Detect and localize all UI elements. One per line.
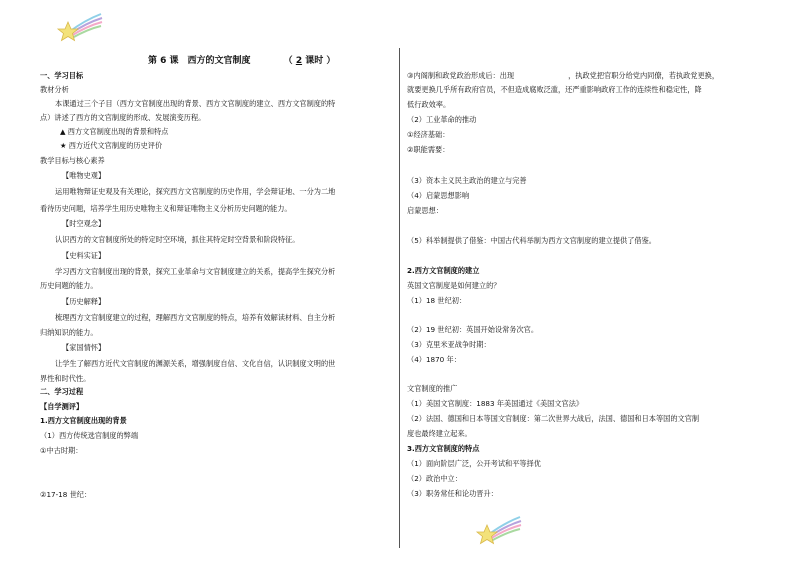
period-label (284, 56, 336, 66)
question-line: 英国文官制度是如何建立的？ (407, 281, 501, 290)
paragraph-line: （2）法国、德国和日本等国文官制度：第二次世界大战后，法国、德国和日本等国的文官制 (407, 414, 700, 423)
text-span: ③内阁制和政党政治形成后：出现 (407, 71, 515, 80)
answer-prompt: （1）18 世纪初： (407, 296, 467, 305)
answer-prompt: （2）政治中立： (407, 474, 462, 483)
answer-prompt: （3）职务常任和论功晋升： (407, 489, 498, 498)
paragraph-line: 点）讲述了西方的文官制度的形成、发展演变历程。 (40, 113, 206, 122)
paragraph-line: 历史问题的能力。 (40, 281, 98, 290)
column-divider (399, 48, 400, 548)
section-heading: 一、学习目标 (40, 71, 84, 80)
literacy-title: 【家国情怀】 (62, 343, 106, 352)
text-span: ，执政党把官职分给党内同僚，若执政党更换， (568, 71, 720, 80)
question-line: （1）西方传统选官制度的弊端 (40, 431, 139, 440)
lesson-title: 第 6 课 西方的文官制度 (148, 56, 251, 66)
period-close: 课时 ） (302, 56, 336, 66)
answer-prompt: （4）1870 年： (407, 355, 461, 364)
subheading: 教材分析 (40, 85, 69, 94)
paragraph-line: （2）19 世纪初：英国开始设常务次官。 (407, 325, 539, 334)
period-number: 2 (295, 56, 303, 66)
topic-heading: 2.西方文官制度的建立 (407, 266, 480, 275)
answer-prompt: ①中古时期： (40, 446, 83, 455)
paragraph-line: 让学生了解西方近代文官制度的渊源关系，增强制度自信、文化自信，认识制度文明的世 (55, 359, 336, 368)
goal-item: ▲ 西方文官制度出现的背景和特点 (60, 127, 169, 136)
question-line: （2）工业革命的推动 (407, 115, 477, 124)
shooting-star-icon (474, 513, 524, 545)
paragraph-line: 梳理西方文官制度建立的过程，理解西方文官制度的特点，培养有效解读材料、自主分析 (55, 313, 336, 322)
shooting-star-icon (55, 10, 105, 42)
literacy-title: 【历史解释】 (62, 297, 106, 306)
paragraph-line: 就要更换几乎所有政府官员，不但造成腐败泛滥，还严重影响政府工作的连续性和稳定性，降 (407, 85, 702, 94)
answer-prompt: ①经济基础： (407, 130, 450, 139)
subheading: 文官制度的推广 (407, 384, 458, 393)
answer-prompt: ②职能需要： (407, 145, 450, 154)
paragraph-line: 归纳知识的能力。 (40, 328, 98, 337)
paragraph-line (407, 71, 719, 80)
paragraph-line: 认识西方的文官制度所处的特定时空环境，抓住其特定时空背景和阶段特征。 (55, 235, 300, 244)
paragraph-line: 界性和时代性。 (40, 374, 91, 383)
literacy-title: 【唯物史观】 (62, 171, 106, 180)
paragraph-line: （1）美国文官制度：1883 年美国通过《美国文官法》 (407, 399, 584, 408)
question-line: （4）启蒙思想影响 (407, 191, 470, 200)
answer-prompt: ②17-18 世纪： (40, 490, 92, 499)
self-test-heading: 【自学测评】 (40, 402, 84, 411)
subheading: 教学目标与核心素养 (40, 156, 105, 165)
paragraph-line: 度也最终建立起来。 (407, 429, 472, 438)
period-open: （ (283, 56, 296, 66)
paragraph-line: 低行政效率。 (407, 100, 451, 109)
question-line: （5）科举制提供了借鉴：中国古代科举制为西方文官制度的建立提供了借鉴。 (407, 236, 656, 245)
paragraph-line: 本课通过三个子目（西方文官制度出现的背景、西方文官制度的建立、西方文官制度的特 (55, 99, 336, 108)
literacy-title: 【史料实证】 (62, 251, 106, 260)
literacy-title: 【时空观念】 (62, 219, 106, 228)
page-title (148, 53, 335, 66)
goal-item: ★ 西方近代文官制度的历史评价 (60, 141, 163, 150)
paragraph-line: 学习西方文官制度出现的背景，探究工业革命与文官制度建立的关系，提高学生探究分析 (55, 267, 336, 276)
answer-prompt: （3）克里米亚战争时期： (407, 340, 491, 349)
topic-heading: 3.西方文官制度的特点 (407, 444, 480, 453)
answer-prompt: 启蒙思想： (407, 206, 443, 215)
paragraph-line: 看待历史问题，培养学生用历史唯物主义和辩证唯物主义分析历史问题的能力。 (40, 204, 292, 213)
paragraph-line: （1）面向阶层广泛，公开考试和平等择优 (407, 459, 541, 468)
question-line: （3）资本主义民主政治的建立与完善 (407, 176, 527, 185)
paragraph-line: 运用唯物辩证史观及有关理论，探究西方文官制度的历史作用，学会辩证地、一分为二地 (55, 187, 336, 196)
section-heading: 二、学习过程 (40, 387, 84, 396)
topic-heading: 1.西方文官制度出现的背景 (40, 416, 127, 425)
